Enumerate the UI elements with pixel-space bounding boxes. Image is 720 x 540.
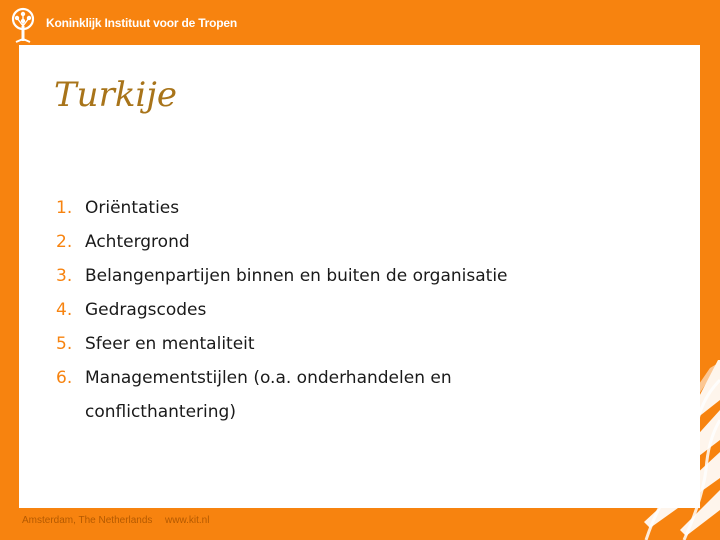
list-item-text: Managementstijlen (o.a. onderhandelen en [85,368,452,388]
list-item-number: 2. [56,232,73,252]
footer-location: Amsterdam, The Netherlands [22,515,153,526]
list-item [56,361,508,395]
list-item-number: 1. [56,198,73,218]
footer-website[interactable]: www.kit.nl [165,515,210,526]
tree-logo-icon [4,6,42,44]
list-item-number: 4. [56,300,73,320]
logo-text: Koninklijk Instituut voor de Tropen [46,16,238,30]
list-item [56,327,508,361]
list-item [56,225,508,259]
ribbon-decoration [600,360,720,540]
list-item-text: Oriëntaties [85,198,180,218]
list-item-text: Belangenpartijen binnen en buiten de organisatie [85,266,508,286]
list-item-number: 3. [56,266,73,286]
list-item-text: Achtergrond [85,232,190,252]
list-item [56,259,508,293]
slide-title: Turkije [54,75,177,115]
agenda-list [56,191,508,429]
list-item-continuation: conflicthantering) [85,402,236,422]
list-item [56,293,508,327]
list-item [56,191,508,225]
list-item-number: 5. [56,334,73,354]
list-item-text: Sfeer en mentaliteit [85,334,255,354]
header-band [0,0,720,44]
list-item-number: 6. [56,368,73,388]
slide-panel [19,45,700,508]
list-item-text: Gedragscodes [85,300,207,320]
